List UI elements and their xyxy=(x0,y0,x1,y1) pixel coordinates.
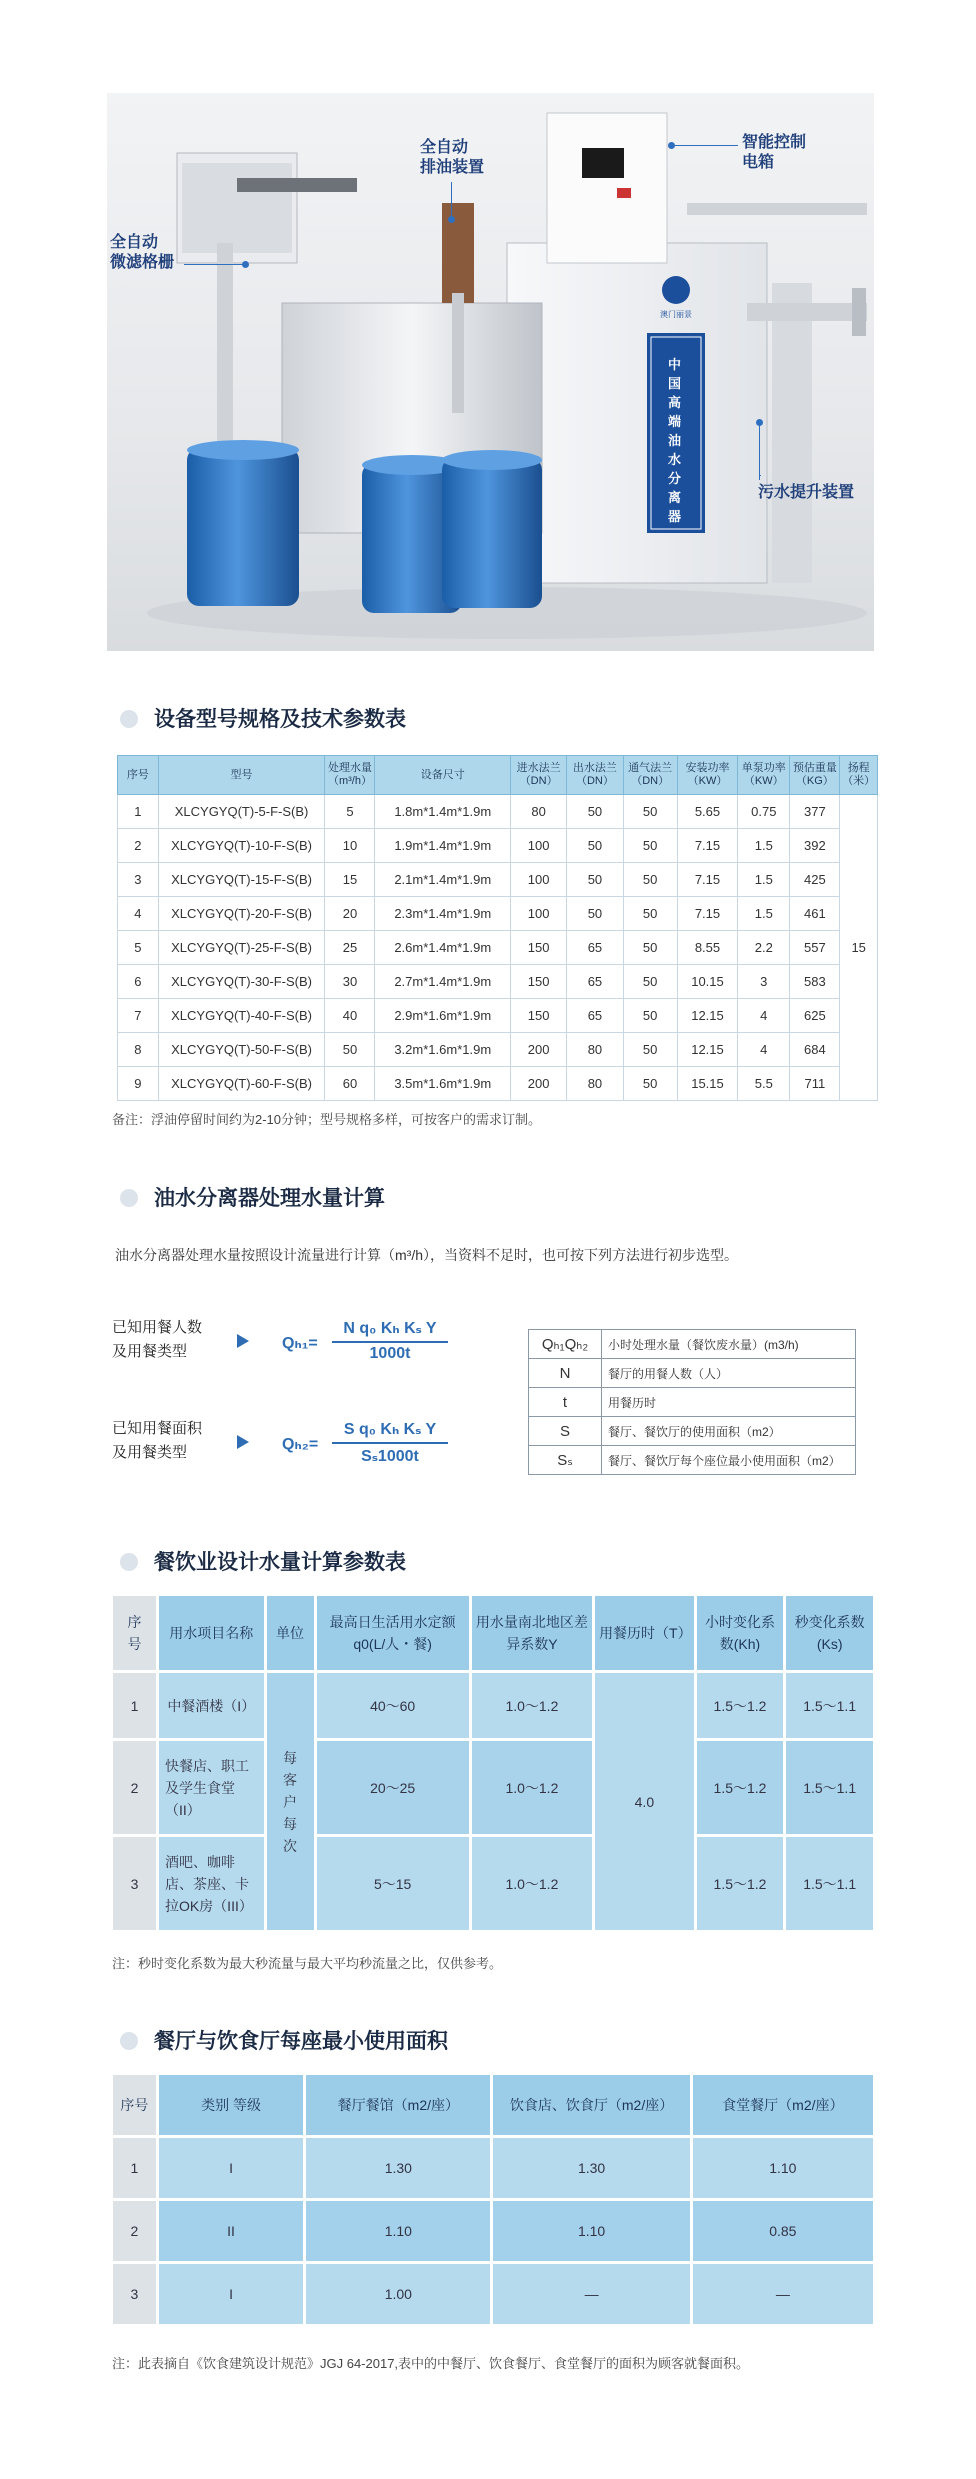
table-cell: 7.15 xyxy=(677,829,737,863)
table-row xyxy=(118,1033,878,1067)
table-cell: XLCYGYQ(T)-60-F-S(B) xyxy=(158,1067,325,1101)
table-cell: 1.5 xyxy=(738,863,790,897)
table-cell: 5.65 xyxy=(677,795,737,829)
table-cell: 65 xyxy=(567,965,623,999)
table-cell: XLCYGYQ(T)-25-F-S(B) xyxy=(158,931,325,965)
table-row xyxy=(112,2200,875,2263)
head-value-cell: 15 xyxy=(840,795,878,1101)
calc-section-title: 油水分离器处理水量计算 xyxy=(120,1182,385,1212)
table-cell: 25 xyxy=(325,931,375,965)
spec-header-row xyxy=(118,756,878,795)
table-row xyxy=(112,1740,875,1836)
table-row xyxy=(118,965,878,999)
cell-name: 快餐店、职工及学生食堂（II） xyxy=(157,1740,265,1836)
table-cell: XLCYGYQ(T)-50-F-S(B) xyxy=(158,1033,325,1067)
table-cell: 8.55 xyxy=(677,931,737,965)
formula2-label: 已知用餐面积 及用餐类型 xyxy=(112,1420,203,1461)
table-row xyxy=(529,1417,856,1446)
table-cell: 50 xyxy=(623,999,677,1033)
table-cell: 50 xyxy=(623,897,677,931)
table-cell: 3.2m*1.6m*1.9m xyxy=(375,1033,511,1067)
table-cell: 50 xyxy=(623,1067,677,1101)
table-cell: XLCYGYQ(T)-40-F-S(B) xyxy=(158,999,325,1033)
table-cell: 2.3m*1.4m*1.9m xyxy=(375,897,511,931)
table-cell: 1.10 xyxy=(492,2200,691,2263)
cell-name: 中餐酒楼（I） xyxy=(157,1672,265,1740)
table-cell: 40 xyxy=(325,999,375,1033)
table-cell: 1 xyxy=(112,2137,158,2200)
column-header: 扬程 （米） xyxy=(840,756,878,795)
brand-logo: 澳门丽景 xyxy=(660,310,692,319)
callout-line xyxy=(451,182,452,218)
table-cell: 150 xyxy=(511,965,567,999)
table-cell: 2.9m*1.6m*1.9m xyxy=(375,999,511,1033)
table-cell: 100 xyxy=(511,897,567,931)
column-header: 类别 等级 xyxy=(157,2074,304,2137)
table-cell: 15 xyxy=(325,863,375,897)
area-table xyxy=(110,2072,876,2327)
table-cell: XLCYGYQ(T)-10-F-S(B) xyxy=(158,829,325,863)
table-cell: II xyxy=(157,2200,304,2263)
cell-duration: 4.0 xyxy=(594,1672,696,1932)
table-cell: 4 xyxy=(738,1033,790,1067)
bullet-icon xyxy=(120,1189,138,1207)
table-row xyxy=(529,1388,856,1417)
table-cell: 1.10 xyxy=(305,2200,492,2263)
table-cell: 80 xyxy=(567,1033,623,1067)
cell-q0: 5～15 xyxy=(315,1836,470,1932)
callout-line xyxy=(759,426,760,480)
calc-param-table xyxy=(110,1593,876,1933)
table-cell: 50 xyxy=(623,1033,677,1067)
table-cell: 4 xyxy=(118,897,159,931)
table-cell: 557 xyxy=(790,931,840,965)
callout-dot xyxy=(756,419,763,426)
symbol-desc-cell: 用餐历时 xyxy=(602,1388,856,1417)
column-header: 单位 xyxy=(265,1595,315,1672)
spec-table xyxy=(117,755,878,1101)
column-header: 预估重量 （KG） xyxy=(790,756,840,795)
plate-text: 中国高端油水分离器 xyxy=(668,357,682,524)
calc-header-row xyxy=(112,1595,875,1672)
callout-dot xyxy=(242,261,249,268)
column-header: 通气法兰 （DN） xyxy=(623,756,677,795)
cell-q0: 20～25 xyxy=(315,1740,470,1836)
bullet-icon xyxy=(120,2032,138,2050)
formula2-denominator: Sₛ1000t xyxy=(361,1448,419,1465)
cell-y: 1.0～1.2 xyxy=(470,1672,593,1740)
symbol-desc-cell: 餐厅、餐饮厅每个座位最小使用面积（m2） xyxy=(602,1446,856,1475)
area-table-title: 餐厅与饮食厅每座最小使用面积 xyxy=(120,2025,448,2055)
table-cell: 50 xyxy=(567,863,623,897)
table-cell: 50 xyxy=(623,863,677,897)
fraction-bar xyxy=(332,1341,448,1343)
callout-oil-discharge: 全自动 排油装置 xyxy=(420,139,485,176)
formula1-label: 已知用餐人数 及用餐类型 xyxy=(112,1319,203,1360)
table-cell: 2.7m*1.4m*1.9m xyxy=(375,965,511,999)
bullet-icon xyxy=(120,1553,138,1571)
table-cell: XLCYGYQ(T)-30-F-S(B) xyxy=(158,965,325,999)
table-cell: 5 xyxy=(118,931,159,965)
table-cell: 50 xyxy=(567,897,623,931)
table-cell: 1 xyxy=(118,795,159,829)
table-cell: 711 xyxy=(790,1067,840,1101)
table-cell: 65 xyxy=(567,999,623,1033)
cell-ks: 1.5～1.1 xyxy=(785,1672,875,1740)
table-cell: 1.5 xyxy=(738,829,790,863)
table-cell: 684 xyxy=(790,1033,840,1067)
cell-index: 1 xyxy=(112,1672,158,1740)
formula2-numerator: S q₀ Kₕ Kₛ Y xyxy=(343,1421,437,1438)
table-cell: 7.15 xyxy=(677,863,737,897)
table-row xyxy=(529,1359,856,1388)
symbol-cell: S xyxy=(529,1417,602,1446)
table-cell: 15.15 xyxy=(677,1067,737,1101)
column-header: 序号 xyxy=(118,756,159,795)
cell-index: 2 xyxy=(112,1740,158,1836)
formula2-lhs: Qₕ₂= xyxy=(282,1436,319,1453)
table-cell: 150 xyxy=(511,999,567,1033)
table-cell: 50 xyxy=(567,829,623,863)
callout-line xyxy=(672,145,738,146)
symbol-cell: Sₛ xyxy=(529,1446,602,1475)
column-header: 饮食店、饮食厅（m2/座） xyxy=(492,2074,691,2137)
column-header: 小时变化系数(Kh) xyxy=(695,1595,785,1672)
cell-kh: 1.5～1.2 xyxy=(695,1740,785,1836)
table-cell: 50 xyxy=(623,931,677,965)
table-cell: 8 xyxy=(118,1033,159,1067)
table-cell: 0.75 xyxy=(738,795,790,829)
table-cell: 80 xyxy=(567,1067,623,1101)
table-cell: 10.15 xyxy=(677,965,737,999)
symbol-cell: N xyxy=(529,1359,602,1388)
table-cell: XLCYGYQ(T)-20-F-S(B) xyxy=(158,897,325,931)
cell-y: 1.0～1.2 xyxy=(470,1836,593,1932)
symbol-desc-cell: 小时处理水量（餐饮废水量）(m3/h) xyxy=(602,1330,856,1359)
table-cell: 50 xyxy=(325,1033,375,1067)
cell-ks: 1.5～1.1 xyxy=(785,1740,875,1836)
table-cell: XLCYGYQ(T)-5-F-S(B) xyxy=(158,795,325,829)
callout-line xyxy=(184,264,244,265)
table-cell: 425 xyxy=(790,863,840,897)
column-header: 最高日生活用水定额q0(L/人・餐) xyxy=(315,1595,470,1672)
table-row xyxy=(118,863,878,897)
column-header: 型号 xyxy=(158,756,325,795)
area-note: 注：此表摘自《饮食建筑设计规范》JGJ 64-2017,表中的中餐厅、饮食餐厅、食堂餐厅的面积为顾客就餐面积。 xyxy=(112,2356,750,2371)
table-cell: 7 xyxy=(118,999,159,1033)
table-cell: 150 xyxy=(511,931,567,965)
spec-section-title: 设备型号规格及技术参数表 xyxy=(120,703,406,733)
area-header-row xyxy=(112,2074,875,2137)
cell-y: 1.0～1.2 xyxy=(470,1740,593,1836)
table-cell: 200 xyxy=(511,1033,567,1067)
table-row xyxy=(118,829,878,863)
table-cell: 1.5 xyxy=(738,897,790,931)
cell-name: 酒吧、咖啡店、茶座、卡拉OK房（III） xyxy=(157,1836,265,1932)
cell-kh: 1.5～1.2 xyxy=(695,1836,785,1932)
table-cell: 1.30 xyxy=(305,2137,492,2200)
table-row xyxy=(529,1446,856,1475)
table-cell: I xyxy=(157,2263,304,2326)
table-cell: 5 xyxy=(325,795,375,829)
table-cell: 60 xyxy=(325,1067,375,1101)
table-row xyxy=(118,999,878,1033)
table-cell: — xyxy=(691,2263,874,2326)
calc-note: 注：秒时变化系数为最大秒流量与最大平均秒流量之比，仅供参考。 xyxy=(112,1956,503,1971)
table-cell: 377 xyxy=(790,795,840,829)
table-cell: — xyxy=(492,2263,691,2326)
table-cell: 50 xyxy=(623,965,677,999)
symbol-cell: t xyxy=(529,1388,602,1417)
table-cell: 80 xyxy=(511,795,567,829)
column-header: 序号 xyxy=(112,2074,158,2137)
table-row xyxy=(529,1330,856,1359)
table-cell: 65 xyxy=(567,931,623,965)
bullet-icon xyxy=(120,710,138,728)
column-header: 秒变化系数(Ks) xyxy=(785,1595,875,1672)
table-cell: 2.1m*1.4m*1.9m xyxy=(375,863,511,897)
column-header: 进水法兰 （DN） xyxy=(511,756,567,795)
table-cell: 1.8m*1.4m*1.9m xyxy=(375,795,511,829)
formula1-lhs: Qₕ₁= xyxy=(282,1335,318,1352)
table-cell: 4 xyxy=(738,999,790,1033)
column-header: 出水法兰 （DN） xyxy=(567,756,623,795)
table-row xyxy=(118,931,878,965)
table-cell: 100 xyxy=(511,829,567,863)
table-row xyxy=(118,1067,878,1101)
formula1-numerator: N q₀ Kₕ Kₛ Y xyxy=(343,1320,437,1337)
column-header: 安装功率 （KW） xyxy=(677,756,737,795)
table-cell: 12.15 xyxy=(677,1033,737,1067)
callout-dot xyxy=(668,142,675,149)
symbol-table xyxy=(528,1329,856,1475)
table-cell: 10 xyxy=(325,829,375,863)
arrow-right-icon xyxy=(237,1435,249,1449)
table-cell: XLCYGYQ(T)-15-F-S(B) xyxy=(158,863,325,897)
table-cell: 3 xyxy=(738,965,790,999)
table-cell: 2 xyxy=(112,2200,158,2263)
table-cell: 3 xyxy=(118,863,159,897)
cell-q0: 40～60 xyxy=(315,1672,470,1740)
table-cell: 200 xyxy=(511,1067,567,1101)
table-cell: 50 xyxy=(623,829,677,863)
symbol-desc-cell: 餐厅的用餐人数（人） xyxy=(602,1359,856,1388)
spec-note: 备注：浮油停留时间约为2-10分钟；型号规格多样，可按客户的需求订制。 xyxy=(112,1112,542,1127)
column-header: 序号 xyxy=(112,1595,158,1672)
fraction-bar xyxy=(332,1442,448,1444)
callout-control-box: 智能控制 电箱 xyxy=(742,134,807,171)
table-cell: 583 xyxy=(790,965,840,999)
table-cell: 7.15 xyxy=(677,897,737,931)
product-image xyxy=(107,93,874,651)
separator-illustration xyxy=(107,93,874,651)
table-row xyxy=(118,795,878,829)
callout-line xyxy=(760,475,761,476)
callout-micro-filter: 全自动 微滤格栅 xyxy=(110,234,175,271)
column-header: 用水项目名称 xyxy=(157,1595,265,1672)
column-header: 用餐历时（T） xyxy=(594,1595,696,1672)
table-cell: 392 xyxy=(790,829,840,863)
cell-index: 3 xyxy=(112,1836,158,1932)
table-cell: 100 xyxy=(511,863,567,897)
calc-paragraph: 油水分离器处理水量按照设计流量进行计算（m³/h），当资料不足时，也可按下列方法进行初步选型。 xyxy=(115,1247,738,1263)
table-cell: 1.10 xyxy=(691,2137,874,2200)
table-cell: 1.00 xyxy=(305,2263,492,2326)
table-cell: 625 xyxy=(790,999,840,1033)
table-row xyxy=(112,2263,875,2326)
table-cell: 30 xyxy=(325,965,375,999)
table-cell: 3.5m*1.6m*1.9m xyxy=(375,1067,511,1101)
symbol-cell: Qₕ₁Qₕ₂ xyxy=(529,1330,602,1359)
column-header: 餐厅餐馆（m2/座） xyxy=(305,2074,492,2137)
cell-kh: 1.5～1.2 xyxy=(695,1672,785,1740)
column-header: 处理水量 （m³/h） xyxy=(325,756,375,795)
table-cell: 1.30 xyxy=(492,2137,691,2200)
table-cell: 461 xyxy=(790,897,840,931)
table-cell: 50 xyxy=(567,795,623,829)
table-cell: 2 xyxy=(118,829,159,863)
symbol-desc-cell: 餐厅、餐饮厅的使用面积（m2） xyxy=(602,1417,856,1446)
cell-ks: 1.5～1.1 xyxy=(785,1836,875,1932)
table-cell: I xyxy=(157,2137,304,2200)
calc-table-title: 餐饮业设计水量计算参数表 xyxy=(120,1546,406,1576)
cell-unit: 每客户每次 xyxy=(265,1672,315,1932)
column-header: 设备尺寸 xyxy=(375,756,511,795)
table-cell: 2.2 xyxy=(738,931,790,965)
table-cell: 3 xyxy=(112,2263,158,2326)
table-cell: 6 xyxy=(118,965,159,999)
table-row xyxy=(112,2137,875,2200)
callout-dot xyxy=(448,216,455,223)
table-cell: 5.5 xyxy=(738,1067,790,1101)
table-cell: 1.9m*1.4m*1.9m xyxy=(375,829,511,863)
column-header: 单泵功率 （KW） xyxy=(738,756,790,795)
table-cell: 2.6m*1.4m*1.9m xyxy=(375,931,511,965)
table-cell: 50 xyxy=(623,795,677,829)
table-cell: 9 xyxy=(118,1067,159,1101)
column-header: 用水量南北地区差异系数Y xyxy=(470,1595,593,1672)
column-header: 食堂餐厅（m2/座） xyxy=(691,2074,874,2137)
formula1-denominator: 1000t xyxy=(369,1345,411,1362)
table-row xyxy=(112,1836,875,1932)
callout-lift-device: 污水提升装置 xyxy=(758,484,855,501)
arrow-right-icon xyxy=(237,1334,249,1348)
table-cell: 20 xyxy=(325,897,375,931)
table-cell: 0.85 xyxy=(691,2200,874,2263)
table-row xyxy=(118,897,878,931)
table-row xyxy=(112,1672,875,1740)
table-cell: 12.15 xyxy=(677,999,737,1033)
